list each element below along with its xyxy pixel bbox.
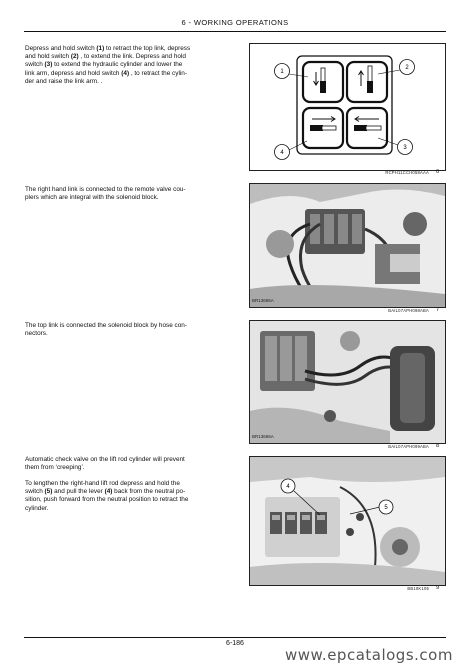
paragraph-lengthen-lift-rod	[25, 480, 240, 513]
figure-8-ref: BAIL07APH099ABA	[388, 444, 429, 449]
figure-8-number: 8	[436, 443, 440, 449]
text-run: To lengthen the right-hand lift rod depress and hold the	[25, 480, 180, 487]
paragraph-line	[25, 322, 240, 330]
photo-code: BR13665A	[252, 298, 274, 303]
text-run: plers which are integral with the solenoid block.	[25, 194, 159, 202]
text-run: sition, push forward from the neutral position to retract the	[25, 496, 189, 504]
figure-solenoid-block-photo	[249, 320, 446, 444]
figure-7-ref: BAIL07APH098ABA	[388, 308, 429, 313]
text-run: The top link is connected the solenoid block by hose con-	[25, 322, 187, 329]
text-run: switch	[25, 61, 45, 69]
photo-code: BR13665A	[252, 434, 274, 439]
paragraph-line	[25, 78, 240, 86]
paragraph-line	[25, 496, 240, 504]
switch-4-raise-icon	[303, 108, 343, 148]
callout-3: 3	[403, 145, 407, 152]
figure-6-number: 6	[436, 169, 440, 175]
reference-number: (5)	[44, 488, 53, 496]
paragraph-line	[25, 480, 240, 488]
callout-2: 2	[405, 65, 409, 72]
text-run: cylinder.	[25, 504, 49, 512]
page-header: 6 - WORKING OPERATIONS	[181, 18, 289, 27]
switch-3-lower-icon	[347, 108, 387, 148]
header-rule	[24, 31, 446, 32]
text-run: to retract the top link, depress	[104, 45, 191, 52]
figure-9-number: 9	[436, 585, 440, 591]
reference-number: (4)	[121, 69, 130, 77]
figure-remote-valve-photo	[249, 183, 446, 308]
paragraph-line	[25, 330, 240, 338]
text-run: , to extend the link. Depress and hold	[78, 53, 186, 61]
callout-5: 5	[384, 505, 388, 512]
paragraph-check-valve	[25, 456, 240, 472]
paragraph-line	[25, 456, 240, 464]
text-run: and hold switch	[25, 53, 71, 61]
callout-4: 4	[286, 484, 290, 491]
page-number: 6-186	[226, 640, 244, 647]
text-run: The right hand link is connected to the remote valve cou-	[25, 186, 186, 193]
paragraph-line	[25, 45, 240, 53]
switch-2-extend-icon	[347, 62, 387, 102]
paragraph-switch-operation	[25, 45, 240, 86]
text-run: them from ‘creeping’.	[25, 464, 85, 472]
figure-switch-diagram	[249, 43, 446, 171]
paragraph-line	[25, 70, 240, 78]
text-run: link arm, depress and hold switch	[25, 69, 122, 77]
paragraph-line	[25, 488, 240, 496]
paragraph-line	[25, 194, 240, 202]
text-run: switch	[25, 488, 45, 496]
remote-valve-photo-graphic	[250, 184, 445, 307]
callout-4: 4	[280, 150, 284, 157]
figure-7-number: 7	[436, 307, 440, 313]
text-run: to extend the hydraulic cylinder and lower the	[52, 61, 183, 69]
paragraph-top-link	[25, 322, 240, 338]
text-run: Depress and hold switch	[25, 45, 97, 52]
paragraph-right-hand-link	[25, 186, 240, 202]
figure-6-ref: RCPH11CCH058AAA	[385, 170, 429, 175]
text-run: der and raise the link arm. .	[25, 77, 103, 85]
reference-number: (1)	[96, 45, 105, 52]
paragraph-line	[25, 464, 240, 472]
footer-rule	[24, 637, 446, 638]
watermark: www.epcatalogs.com	[285, 646, 453, 664]
callout-1: 1	[280, 69, 284, 76]
solenoid-block-photo-graphic	[250, 321, 445, 443]
paragraph-line	[25, 61, 240, 69]
paragraph-line	[25, 53, 240, 61]
switch-diagram-graphic	[250, 44, 445, 170]
text-run: Automatic check valve on the lift rod cylinder will prevent	[25, 456, 185, 463]
paragraph-line	[25, 186, 240, 194]
text-run: nectors.	[25, 330, 48, 338]
text-run: and pull the lever	[52, 488, 105, 496]
cab-console-photo-graphic	[250, 457, 445, 585]
reference-number: (2)	[70, 53, 79, 61]
text-run: back from the neutral po-	[112, 488, 186, 496]
paragraph-line	[25, 505, 240, 513]
figure-9-ref: BB10K105	[407, 586, 429, 591]
text-run: , to retract the cylin-	[129, 69, 187, 77]
reference-number: (3)	[44, 61, 53, 69]
switch-1-retract-icon	[303, 62, 343, 102]
reference-number: (4)	[104, 488, 113, 496]
figure-cab-console-photo	[249, 456, 446, 586]
